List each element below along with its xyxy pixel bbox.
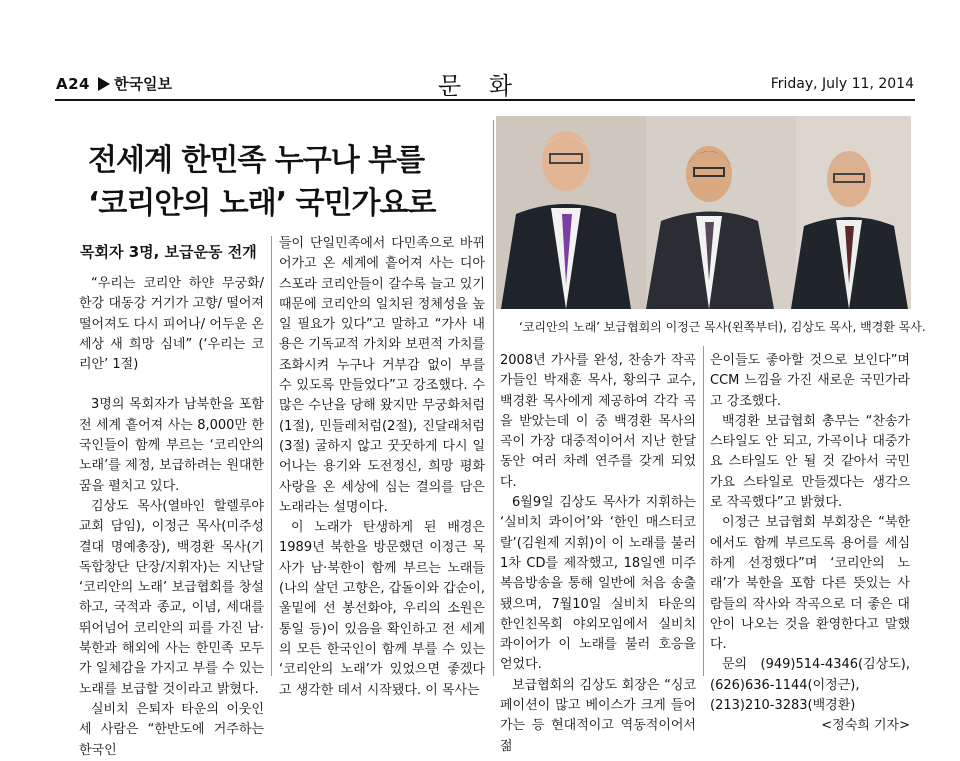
- byline: <정숙희 기자>: [821, 718, 910, 734]
- body-paragraph: 2008년 가사를 완성, 찬송가 작곡가들인 박재훈 목사, 황의구 교수, 백경환 목사에게 제공하여 각각 곡을 받았는데 이 중 백경환 목사의 곡이 가장 대중적이어서 지난 한달 동안 여러 차례 연주를 갖게 되었다.: [500, 353, 696, 490]
- section-title: 문 화: [438, 72, 522, 100]
- body-paragraph: 김상도 목사(열바인 할렐루야교회 담임), 이정근 목사(미주성결대 명예총장), 백경환 목사(기독합창단 단장/지휘자)는 지난달 ‘코리안의 노래’ 보급협회를 창설하고, 국적과 종교, 이념, 세대를 뛰어넘어 코리안의 피를 가진 남·북한과 해외에 사는 한민족 모두가 일체감을 가지고 부를 수 있는 노래를 보급할 것이라고 밝혔다.: [79, 498, 264, 697]
- article-column-1: [79, 274, 264, 761]
- body-paragraph: 3명의 목회자가 남북한을 포함 전 세계 흩어져 사는 8,000만 한국인들이 함께 부르는 ‘코리안의 노래’를 제정, 보급하려는 원대한 꿈을 펼치고 있다.: [79, 397, 264, 494]
- article-column-3: [500, 351, 696, 757]
- epigraph-paragraph: “우리는 코리안 하얀 무궁화/ 한강 대동강 거기가 고향/ 떨어져 떨어져도 다시 피어나/ 어두운 온 세상 새 희망 심네” (‘우리는 코리안’ 1절): [79, 276, 264, 373]
- newspaper-name: 한국일보: [114, 75, 172, 93]
- three-pastors-photo: [496, 116, 911, 309]
- article-subhead: 목회자 3명, 보급운동 전개: [80, 243, 257, 261]
- body-paragraph: 보급협회의 김상도 회장은 “싱코페이션이 많고 베이스가 크게 들어가는 등 현대적이고 역동적이어서 젊: [500, 677, 696, 754]
- body-paragraph: 은이들도 좋아할 것으로 보인다”며 CCM 느낌을 가진 새로운 국민가라고 강조했다.: [710, 353, 910, 409]
- contact-info: 문의 (949)514-4346(김상도), (626)636-1144(이정근), (213)210-3283(백경환): [710, 657, 910, 714]
- column-divider: [493, 120, 494, 676]
- headline-line-2: ‘코리안의 노래’ 국민가요로: [88, 186, 436, 221]
- body-paragraph: 6월9일 김상도 목사가 지휘하는 ‘실비치 콰이어’와 ‘한인 매스터코랄’(김원제 지휘)이 이 노래를 불러 1차 CD를 제작했고, 18일엔 미주복음방송을 통해 일반에 처음 송출됐으며, 7월10일 실비치 타운의 한인친목회 야외모임에서 실비치 콰이어가 이 노래를 불러 호응을 얻었다.: [500, 495, 696, 673]
- body-paragraph: 이 노래가 탄생하게 된 배경은 1989년 북한을 방문했던 이정근 목사가 남·북한이 함께 부르는 노래들(나의 살던 고향은, 갑돌이와 갑순이, 울밑에 선 봉선화야, 우리의 소원은 통일 등)이 있음을 확인하고 전 세계의 모든 한국인이 함께 부를 수 있는 ‘코리안의 노래’가 있었으면 좋겠다고 생각한 데서 시작됐다. 이 목사는: [279, 520, 485, 698]
- article-column-4: [710, 351, 910, 737]
- body-paragraph: 백경환 보급협회 총무는 “찬송가 스타일도 안 되고, 가곡이나 대중가요 스타일도 안 될 것 같아서 국민가요 스타일로 만들겠다는 생각으로 작곡했다”고 밝혔다.: [710, 413, 910, 511]
- headline-line-1: 전세계 한민족 누구나 부를: [88, 143, 425, 178]
- column-divider: [703, 346, 704, 676]
- article-photo: [496, 116, 911, 309]
- issue-date: Friday, July 11, 2014: [770, 76, 914, 92]
- body-paragraph: 들이 단일민족에서 다민족으로 바뀌어가고 온 세계에 흩어져 사는 디아스포라 코리안들이 갈수록 늘고 있기 때문에 코리안의 일치된 정체성을 높일 필요가 있다”고 말하고 “가사 내용은 기독교적 가치와 보편적 가치를 조화시켜 누구나 거부감 없이 부를 수 있도록 만들었다”고 강조했다. 수많은 수난을 당해 왔지만 무궁화처럼(1절), 민들레처럼(2절), 진달래처럼(3절) 굴하지 않고 꿋꿋하게 다시 일어나는 용기와 도전정신, 희망 평화 사랑을 온 세상에 심는 결의를 담은 노래라는 설명이다.: [279, 236, 485, 515]
- column-divider: [271, 236, 272, 676]
- body-paragraph: 이정근 보급협회 부회장은 “북한에서도 함께 부르도록 용어를 세심하게 선정했다”며 ‘코리안의 노래’가 북한을 포함 다른 뜻있는 사람들의 작사와 작곡으로 더 좋은 대안이 나오는 것을 환영한다고 말했다.: [710, 515, 910, 653]
- article-column-2: [279, 234, 485, 701]
- photo-caption: ‘코리안의 노래’ 보급협회의 이정근 목사(왼쪽부터), 김상도 목사, 백경환 목사.: [519, 320, 926, 334]
- body-paragraph: 실비치 은퇴자 타운의 이웃인 세 사람은 “한반도에 거주하는 한국인: [79, 701, 264, 758]
- page-number: A24: [56, 75, 90, 93]
